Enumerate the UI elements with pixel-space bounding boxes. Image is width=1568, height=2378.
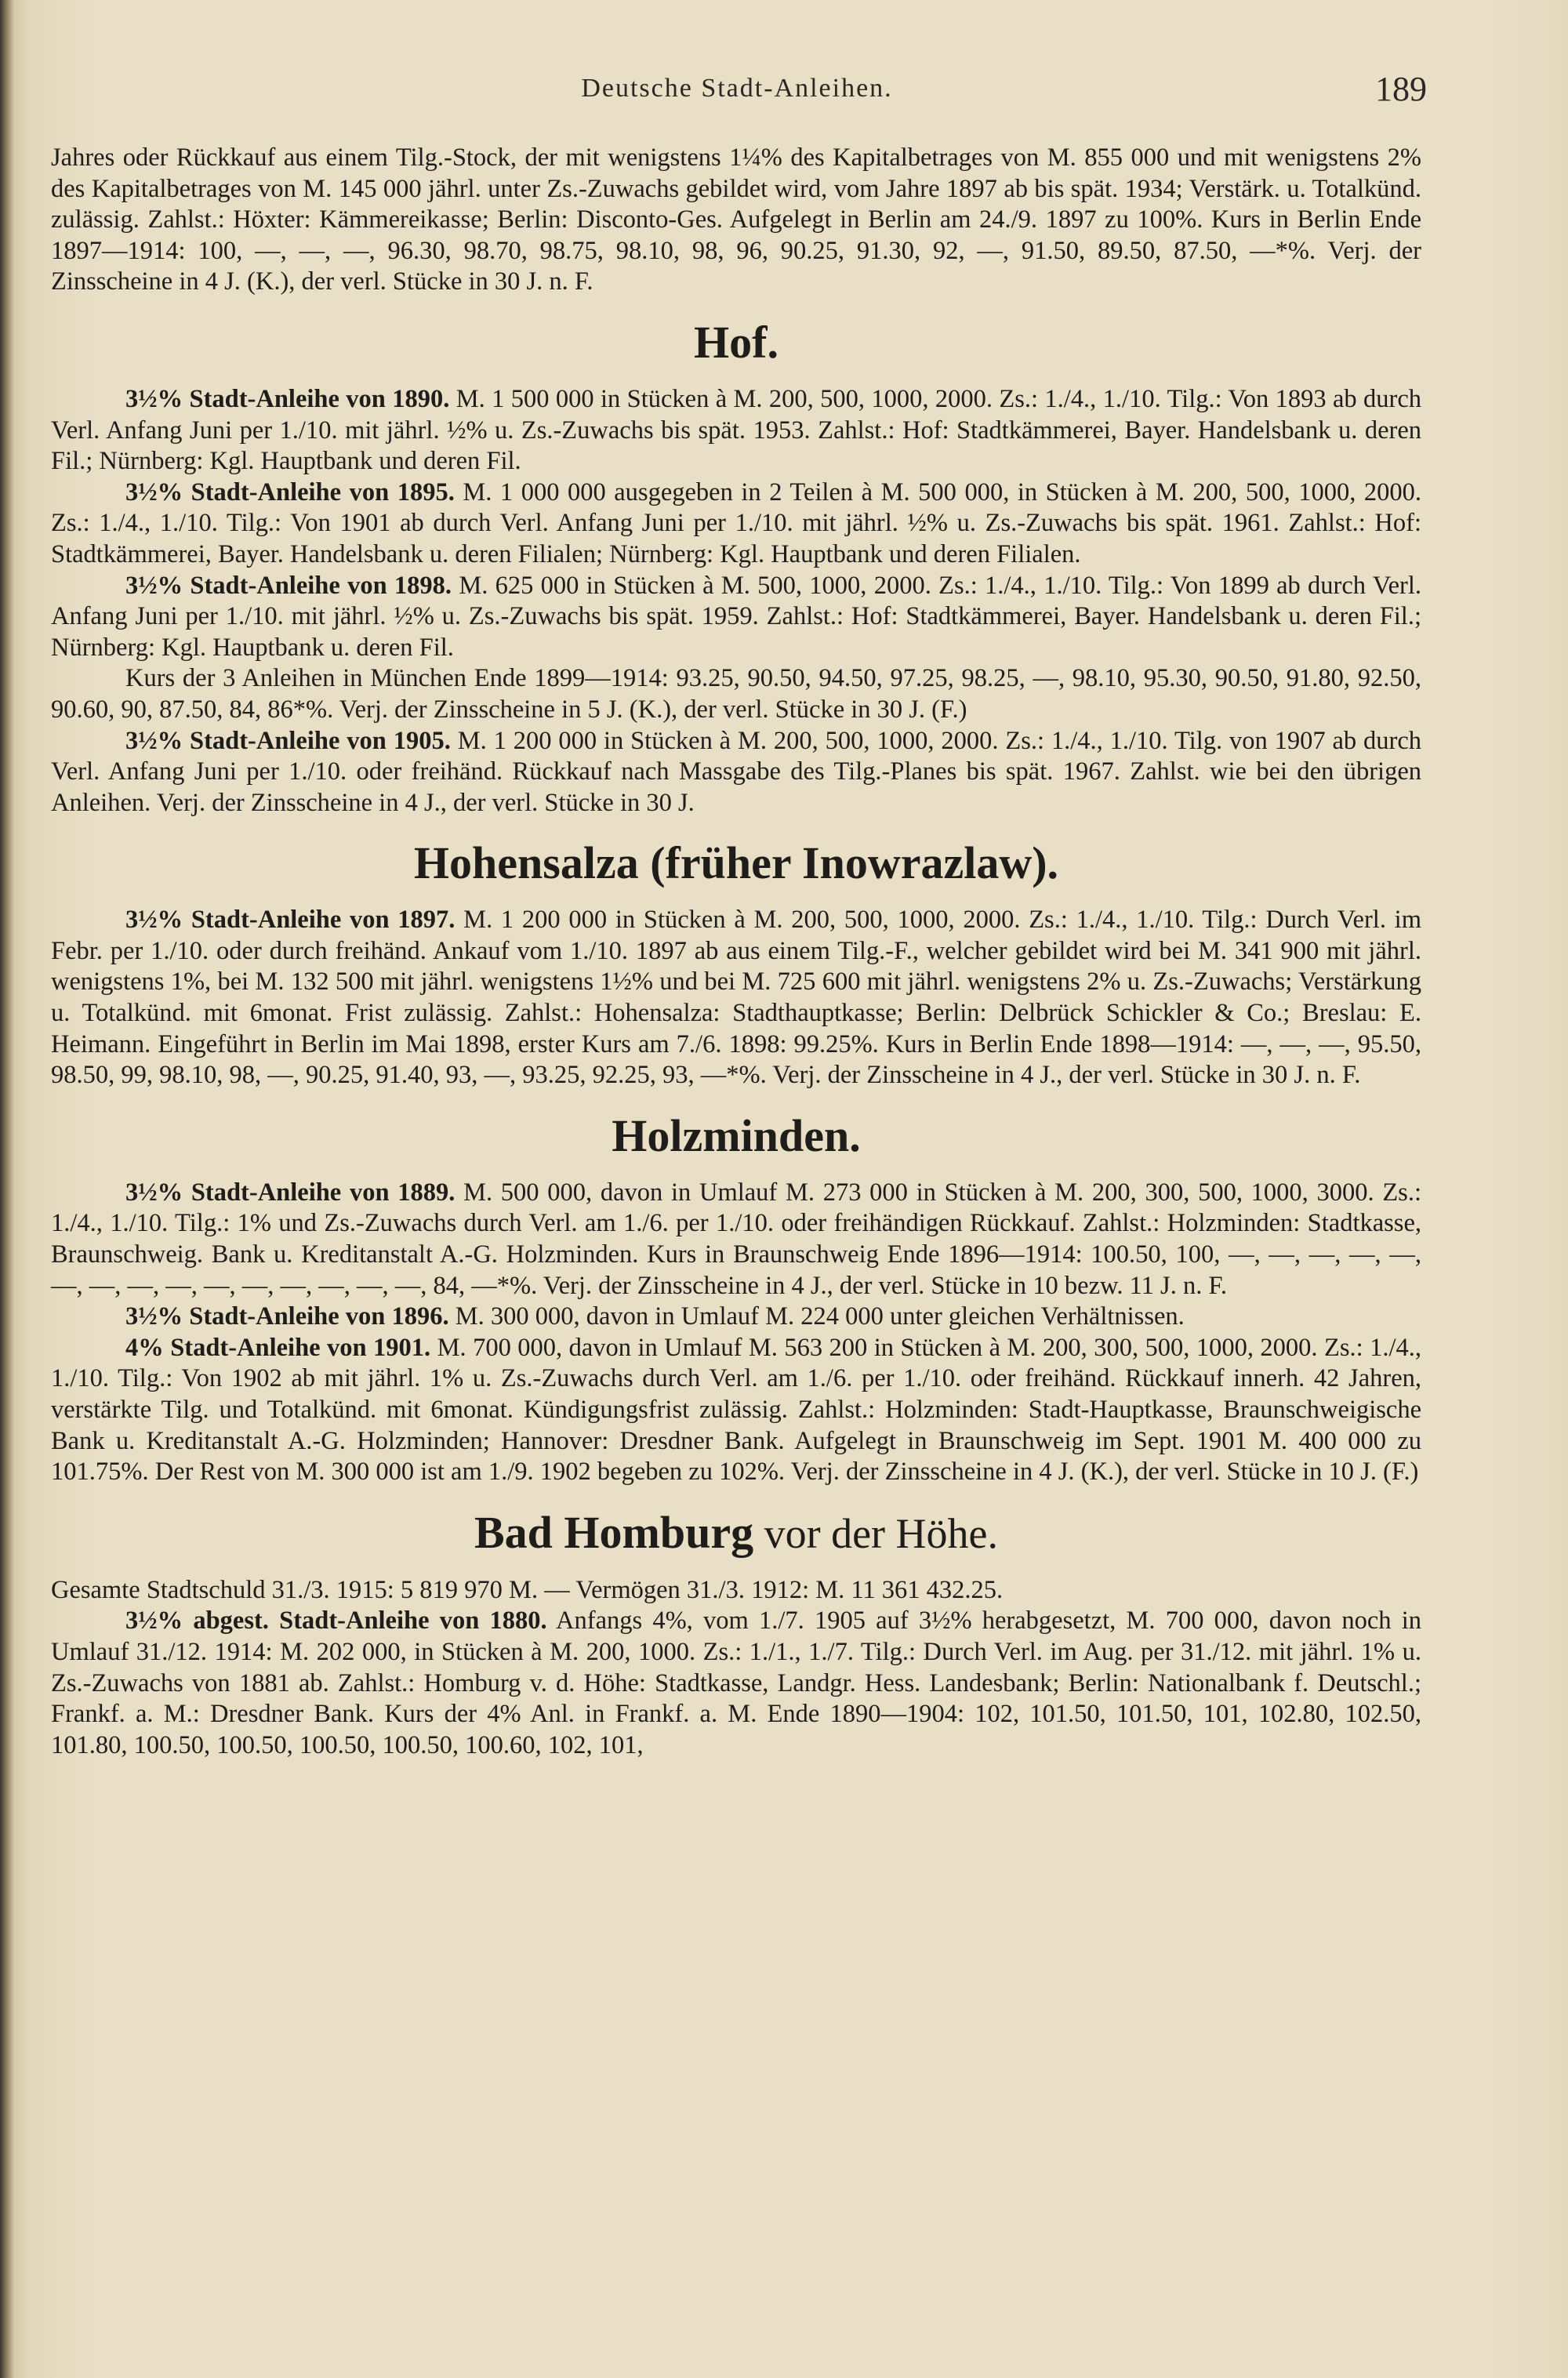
hof-loan-1898-heading: 3½% Stadt-Anleihe von 1898. <box>125 571 452 600</box>
page-header <box>47 63 1427 118</box>
homburg-loan-1880 <box>51 1606 1421 1761</box>
holzminden-loan-1901 <box>51 1333 1421 1488</box>
hof-loan-1895 <box>51 477 1421 571</box>
hof-loan-1895-heading: 3½% Stadt-Anleihe von 1895. <box>125 477 455 506</box>
homburg-loan-1880-heading: 3½% abgest. Stadt-Anleihe von 1880. <box>125 1607 547 1636</box>
hof-loan-1890 <box>51 384 1421 477</box>
hohensalza-loan-1897 <box>51 905 1421 1091</box>
holzminden-loan-1889 <box>51 1178 1421 1302</box>
running-head: Deutsche Stadt-Anleihen. <box>581 74 893 103</box>
hof-loan-1905-heading: 3½% Stadt-Anleihe von 1905. <box>125 726 451 755</box>
section-title-bad-homburg-main: Bad Homburg <box>474 1506 754 1558</box>
book-spine-shadow <box>0 0 14 2378</box>
holzminden-loan-1896-text: M. 300 000, davon in Umlauf M. 224 000 unter gleichen Verhältnissen. <box>448 1302 1185 1331</box>
holzminden-loan-1896-heading: 3½% Stadt-Anleihe von 1896. <box>125 1302 449 1331</box>
section-title-hof: Hof. <box>694 316 779 368</box>
hof-loan-1905-text: M. 1 200 000 in Stücken à M. 200, 500, 1000, 2000. Zs.: 1./4., 1./10. Tilg. von 1907 ab durch Verl. Anfang Juni per 1./10. oder freihänd. Rückkauf nach Massgabe des Tilg.-Planes bis spät. 1967. Zahlst. wie bei den übrigen Anleihen. Verj. der Zinsscheine in 4 J., der verl. Stücke in 30 J. <box>51 726 1421 817</box>
page-number: 189 <box>1375 70 1427 108</box>
section-title-holzminden: Holzminden. <box>612 1109 861 1161</box>
section-title-hohensalza: Hohensalza (früher Inowrazlaw). <box>413 837 1059 889</box>
holzminden-loan-1889-text: M. 500 000, davon in Umlauf M. 273 000 in Stücken à M. 200, 300, 500, 1000, 3000. Zs.: 1./4., 1./10. Tilg.: 1% und Zs.-Zuwachs durch Verl. am 1./6. per 1./10. oder freihändigen Rückkauf. Zahlst.: Holzminden: Stadtkasse, Braunschweig. Bank u. Kreditanstalt A.-G. Holzminden. Kurs in Braunschweig Ende 1896—1914: 100.50, 100, —, —, —, —, —, —, —, —, —, —, —, —, —, —, —, 84, —*%. Verj. der Zinsscheine in 4 J., der verl. Stücke in 10 bezw. 11 J. n. F. <box>51 1178 1421 1300</box>
homburg-loan-1880-text: Anfangs 4%, vom 1./7. 1905 auf 3½% herabgesetzt, M. 700 000, davon noch in Umlauf 31./12. 1914: M. 202 000, in Stücken à M. 200, 1000. Zs.: 1./1., 1./7. Tilg.: Durch Verl. im Aug. per 31./12. mit jährl. 1% u. Zs.-Zuwachs von 1881 ab. Zahlst.: Homburg v. d. Höhe: Stadtkasse, Landgr. Hess. Landesbank; Berlin: Nationalbank f. Deutschl.; Frankf. a. M.: Dresdner Bank. Kurs der 4% Anl. in Frankf. a. M. Ende 1890—1904: 102, 101.50, 101.50, 101, 102.80, 102.50, 101.80, 100.50, 100.50, 100.50, 100.50, 100.60, 102, 101, <box>51 1607 1421 1759</box>
hof-loan-1898-text: M. 625 000 in Stücken à M. 500, 1000, 2000. Zs.: 1./4., 1./10. Tilg.: Von 1899 ab durch Verl. Anfang Juni per 1./10. mit jährl. ½% u. Zs.-Zuwachs bis spät. 1959. Zahlst.: Hof: Stadtkämmerei, Bayer. Handelsbank u. deren Fil.; Nürnberg: Kgl. Hauptbank u. deren Fil. <box>51 571 1421 662</box>
holzminden-loan-1889-heading: 3½% Stadt-Anleihe von 1889. <box>125 1178 456 1207</box>
hohensalza-loan-1897-heading: 3½% Stadt-Anleihe von 1897. <box>125 906 456 935</box>
hof-loan-1905 <box>51 726 1421 819</box>
holzminden-loan-1896 <box>51 1302 1421 1333</box>
homburg-debt-summary: Gesamte Stadtschuld 31./3. 1915: 5 819 970 M. — Vermögen 31./3. 1912: M. 11 361 432.25. <box>51 1575 1004 1604</box>
holzminden-loan-1901-text: M. 700 000, davon in Umlauf M. 563 200 in Stücken à M. 200, 300, 500, 1000, 2000. Zs.: 1./4., 1./10. Tilg.: Von 1902 ab mit jährl. 1% u. Zs.-Zuwachs durch Verl. am 1./6. per 1./10. oder freihänd. Rückkauf innerh. 42 Jahren, verstärkte Tilg. und Totalkünd. mit 6monat. Kündigungsfrist zulässig. Zahlst.: Holzminden: Stadt-Hauptkasse, Braunschweigische Bank u. Kreditanstalt A.-G. Holzminden; Hannover: Dresdner Bank. Aufgelegt in Braunschweig im Sept. 1901 M. 400 000 zu 101.75%. Der Rest von M. 300 000 ist am 1./9. 1902 begeben zu 102%. Verj. der Zinsscheine in 4 J. (K.), der verl. Stücke in 10 J. (F.) <box>51 1333 1421 1487</box>
holzminden-loan-1901-heading: 4% Stadt-Anleihe von 1901. <box>125 1333 431 1362</box>
hof-loan-1890-text: M. 1 500 000 in Stücken à M. 200, 500, 1000, 2000. Zs.: 1./4., 1./10. Tilg.: Von 1893 ab durch Verl. Anfang Juni per 1./10. mit jährl. ½% u. Zs.-Zuwachs bis spät. 1953. Zahlst.: Hof: Stadtkämmerei, Bayer. Handelsbank u. deren Fil.; Nürnberg: Kgl. Hauptbank und deren Fil. <box>51 384 1421 476</box>
section-title-bad-homburg-rest: vor der Höhe. <box>753 1509 999 1557</box>
section-title-bad-homburg <box>51 1508 1421 1558</box>
hof-loan-1890-heading: 3½% Stadt-Anleihe von 1890. <box>125 384 450 413</box>
page-body <box>51 143 1421 1761</box>
hof-loan-1898 <box>51 571 1421 664</box>
intro-paragraph: Jahres oder Rückkauf aus einem Tilg.-Stock, der mit wenigstens 1¼% des Kapitalbetrages von M. 855 000 und mit wenigstens 2% des Kapitalbetrages von M. 145 000 jährl. unter Zs.-Zuwachs gebildet wird, vom Jahre 1897 ab bis spät. 1934; Verstärk. u. Totalkünd. zulässig. Zahlst.: Höxter: Kämmereikasse; Berlin: Disconto-Ges. Aufgelegt in Berlin am 24./9. 1897 zu 100%. Kurs in Berlin Ende 1897—1914: 100, —, —, —, 96.30, 98.70, 98.75, 98.10, 98, 96, 90.25, 91.30, 92, —, 91.50, 89.50, 87.50, —*%. Verj. der Zinsscheine in 4 J. (K.), der verl. Stücke in 30 J. n. F. <box>51 143 1421 296</box>
hof-price-history: Kurs der 3 Anleihen in München Ende 1899—1914: 93.25, 90.50, 94.50, 97.25, 98.25, —, 98.10, 95.30, 90.50, 91.80, 92.50, 90.60, 90, 87.50, 84, 86*%. Verj. der Zinsscheine in 5 J. (K.), der verl. Stücke in 30 J. (F.) <box>51 664 1421 724</box>
hohensalza-loan-1897-text: M. 1 200 000 in Stücken à M. 200, 500, 1000, 2000. Zs.: 1./4., 1./10. Tilg.: Durch Verl. im Febr. per 1./10. oder durch freihänd. Ankauf vom 1./10. 1897 ab aus einem Tilg.-F., welcher gebildet wird bei M. 341 900 mit jährl. wenigstens 1%, bei M. 132 500 mit jährl. wenigstens 1½% und bei M. 725 600 mit jährl. wenigstens 2% u. Zs.-Zuwachs; Verstärkung u. Totalkünd. mit 6monat. Frist zulässig. Zahlst.: Hohensalza: Stadthauptkasse; Berlin: Delbrück Schickler & Co.; Breslau: E. Heimann. Eingeführt in Berlin im Mai 1898, erster Kurs am 7./6. 1898: 99.25%. Kurs in Berlin Ende 1898—1914: —, —, —, 95.50, 98.50, 99, 98.10, 98, —, 90.25, 91.40, 93, —, 93.25, 92.25, 93, —*%. Verj. der Zinsscheine in 4 J., der verl. Stücke in 30 J. n. F. <box>51 906 1421 1090</box>
hof-loan-1895-text: M. 1 000 000 ausgegeben in 2 Teilen à M. 500 000, in Stücken à M. 200, 500, 1000, 2000. Zs.: 1./4., 1./10. Tilg.: Von 1901 ab durch Verl. Anfang Juni per 1./10. mit jährl. ½% u. Zs.-Zuwachs bis spät. 1961. Zahlst.: Hof: Stadtkämmerei, Bayer. Handelsbank u. deren Filialen; Nürnberg: Kgl. Hauptbank und deren Filialen. <box>51 477 1421 568</box>
